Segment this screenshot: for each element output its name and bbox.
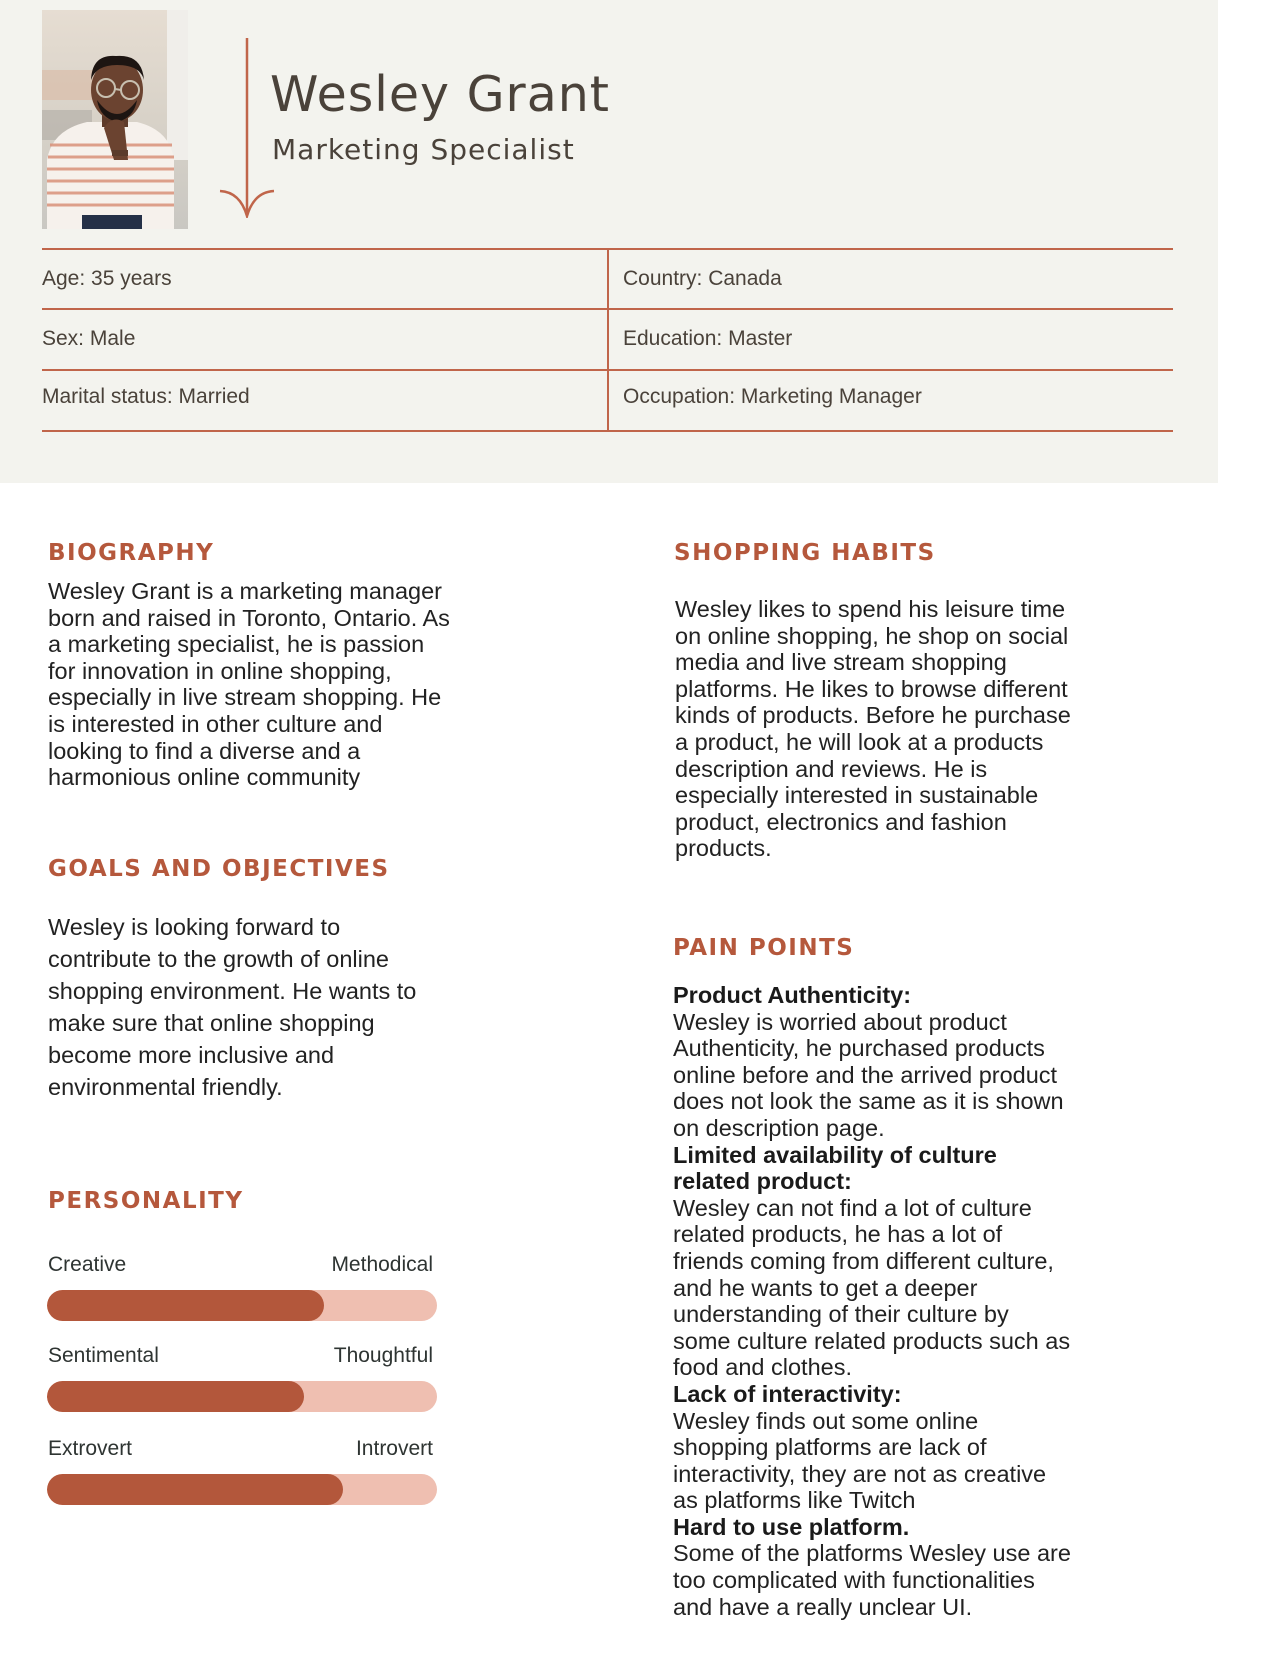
trait-right-label: Introvert [355,1437,433,1460]
trait-slider-fill [47,1381,304,1412]
pain-point-title: Lack of interactivity: [673,1380,902,1407]
trait-left-label: Creative [48,1253,127,1276]
pain-point-item: Lack of interactivity: Wesley finds out some online shopping platforms are lack of interactivity, they are not as creative as platforms like Twitch [673,1381,1193,1514]
biography-heading: BIOGRAPHY [48,540,215,566]
pain-point-item: Product Authenticity: Wesley is worried about product Authenticity, he purchased products online before and the arrived product does not look the same as it is shown on description page. [673,982,1193,1142]
trait-left-label: Extrovert [48,1437,133,1460]
pain-point-title: Hard to use platform. [673,1513,910,1540]
pain-point-item: Limited availability of culture related product: Wesley can not find a lot of culture related products, he has a lot of friends coming from different culture, and he wants to get a deeper understanding of their culture by some culture related products such as food and clothes. [673,1142,1193,1381]
trait-slider-creative-methodical [47,1290,437,1321]
trait-right-label: Thoughtful [333,1344,433,1367]
country-field: Country: Canada [623,267,782,290]
occupation-field: Occupation: Marketing Manager [623,385,922,408]
trait-slider-extrovert-introvert [47,1474,437,1505]
personality-heading: PERSONALITY [48,1188,244,1214]
sex-field: Sex: Male [42,327,136,350]
trait-slider-sentimental-thoughtful [47,1381,437,1412]
trait-slider-fill [47,1474,343,1505]
age-field: Age: 35 years [42,267,172,290]
person-photo-icon [42,10,188,229]
goals-heading: GOALS AND OBJECTIVES [48,856,390,882]
education-field: Education: Master [623,327,793,350]
demographics-table [42,248,1173,432]
biography-text: Wesley Grant is a marketing manager born and raised in Toronto, Ontario. As a marketing specialist, he is passion for innovation in online shopping, especially in live stream shopping. He is interested in other culture and looking to find a diverse and a harmonious online community [48,578,450,791]
arrow-down-icon [218,36,276,218]
pain-points-list [673,982,1193,1620]
goals-text: Wesley is looking forward to contribute to the growth of online shopping environment. He wants to make sure that online shopping become more inclusive and environmental friendly. [48,914,417,1100]
pain-point-title: Product Authenticity: [673,982,912,1008]
shopping-habits-text: Wesley likes to spend his leisure time on online shopping, he shop on social media and live stream shopping platforms. He likes to browse different kinds of products. Before he purchase a product, he will look at a products description and reviews. He is especially interested in sustainable product, electronics and fashion products. [675,596,1071,862]
profile-photo [42,10,188,229]
pain-point-title: related product: [673,1168,852,1195]
shopping-habits-heading: SHOPPING HABITS [674,540,936,566]
table-column-divider [607,248,609,431]
marital-status-field: Marital status: Married [42,385,250,408]
persona-title: Marketing Specialist [272,133,575,166]
trait-right-label: Methodical [331,1253,433,1276]
pain-point-title: Limited availability of culture [673,1141,997,1168]
persona-name: Wesley Grant [270,66,610,123]
pain-point-item: Hard to use platform. Some of the platforms Wesley use are too complicated with functionalities and have a really unclear UI. [673,1514,1193,1620]
trait-left-label: Sentimental [48,1344,159,1367]
trait-slider-fill [47,1290,324,1321]
pain-points-heading: PAIN POINTS [673,935,855,961]
